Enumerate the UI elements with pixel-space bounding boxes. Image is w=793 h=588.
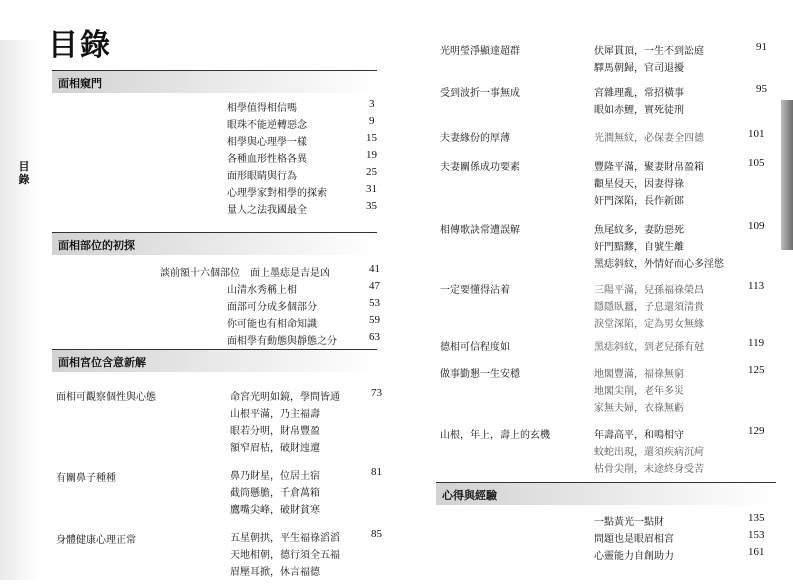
toc-topic[interactable]: 夫妻關係成功要素: [440, 162, 520, 173]
toc-entry[interactable]: 談前額十六個部位 面上墨痣是吉是凶: [160, 268, 330, 279]
toc-subline: 地閣豐滿，福祿無窮: [594, 369, 684, 380]
toc-subline: 黑痣斜紋，外情好而心多淫慾: [594, 259, 724, 270]
toc-entry[interactable]: 相學與心理學一樣: [227, 137, 307, 148]
toc-entry[interactable]: 面相學有動態與靜態之分: [227, 336, 337, 347]
toc-subline: 天地相朝，德行須全五福: [230, 550, 340, 561]
toc-page-number: 47: [369, 280, 380, 292]
toc-entry[interactable]: 問題也是眼眉相宮: [594, 534, 674, 545]
toc-page-number: 113: [748, 280, 765, 292]
toc-page-number: 153: [748, 529, 765, 541]
toc-page-number: 19: [366, 149, 377, 161]
toc-page-number: 73: [371, 387, 382, 399]
toc-topic[interactable]: 受到波折一事無成: [440, 88, 520, 99]
toc-subline: 奸門深陷，長作新郎: [594, 196, 684, 207]
toc-entry[interactable]: 你可能也有相命知識: [227, 319, 317, 330]
toc-subline: 淚堂深陷，定為男女無緣: [594, 319, 704, 330]
right-page-edge: [781, 100, 793, 250]
section-heading: 面相窺門: [58, 77, 102, 90]
toc-subline: 黑痣斜紋，到老兒孫有尅: [594, 342, 704, 353]
toc-subline: 截筒懸膽，千倉萬箱: [230, 488, 320, 499]
toc-page-number: 85: [371, 528, 382, 540]
toc-subline: 年壽高平，和鳴相守: [594, 430, 684, 441]
toc-topic[interactable]: 相傳歌訣常遭誤解: [440, 225, 520, 236]
section-banner-3: [52, 349, 377, 372]
toc-topic[interactable]: 夫妻緣份的厚薄: [440, 133, 510, 144]
toc-page-number: 25: [366, 166, 377, 178]
toc-page-number: 91: [756, 41, 767, 53]
toc-entry[interactable]: 心理學家對相學的探索: [227, 188, 327, 199]
toc-topic[interactable]: 做事勤懇一生安穩: [440, 369, 520, 380]
section-heading: 心得與經驗: [442, 489, 497, 502]
toc-subline: 地閣尖削，老年多災: [594, 386, 684, 397]
section-banner-2: [52, 232, 377, 255]
toc-entry[interactable]: 山清水秀稱上相: [227, 285, 297, 296]
toc-topic[interactable]: 德相可信程度如: [440, 342, 510, 353]
toc-entry[interactable]: 面部可分成多個部分: [227, 302, 317, 313]
toc-entry[interactable]: 各種血形性格各異: [227, 154, 307, 165]
toc-subline: 顴星侵天，因妻得祿: [594, 179, 684, 190]
toc-subline: 枯骨尖削，末途終身受苦: [594, 464, 704, 475]
toc-subline: 蚊蛇出現，還須疾病沉疴: [594, 447, 704, 458]
toc-page-number: 95: [756, 83, 767, 95]
toc-subline: 額窄眉枯，破財迍邅: [230, 443, 320, 454]
toc-page-number: 35: [366, 200, 377, 212]
toc-page-number: 129: [748, 425, 765, 437]
toc-topic[interactable]: 面相可觀察個性與心態: [56, 392, 156, 403]
toc-subline: 光潤無紋，必保妻全四德: [594, 133, 704, 144]
toc-subline: 魚尾紋多，妻防惡死: [594, 225, 684, 236]
toc-entry[interactable]: 眼珠不能逆轉惡念: [227, 120, 307, 131]
toc-subline: 命宮光明如鏡，學問皆通: [230, 392, 340, 403]
toc-page-number: 31: [366, 183, 377, 195]
toc-subline: 家無夫婦，衣祿無虧: [594, 403, 684, 414]
toc-page-number: 9: [369, 115, 375, 127]
toc-page-number: 63: [369, 331, 380, 343]
toc-subline: 五星朝拱，平生福祿滔滔: [230, 533, 340, 544]
toc-subline: 三陽平滿，兒孫福祿榮昌: [594, 285, 704, 296]
section-heading: 面相宮位含意新解: [58, 356, 146, 369]
toc-subline: 眼如赤鯉，實死徒刑: [594, 105, 684, 116]
toc-page-number: 125: [748, 364, 765, 376]
toc-topic[interactable]: 一定要懂得沾着: [440, 285, 510, 296]
toc-page-number: 161: [748, 546, 765, 558]
toc-topic[interactable]: 光明瑩淨顯達超群: [440, 46, 520, 57]
toc-subline: 奸門黯黲，自號生離: [594, 242, 684, 253]
page-title: 目錄: [48, 28, 112, 63]
toc-entry[interactable]: 相學值得相信嗎: [227, 103, 297, 114]
left-page-shadow: [0, 40, 38, 580]
toc-entry[interactable]: 量人之法我國最全: [227, 205, 307, 216]
toc-subline: 宮雜理亂，常招橫事: [594, 88, 684, 99]
toc-subline: 眼若分明，財帛豐盈: [230, 426, 320, 437]
toc-page-number: 15: [366, 132, 377, 144]
toc-page-number: 119: [748, 337, 765, 349]
toc-subline: 驛馬朝歸，官司退擾: [594, 63, 684, 74]
toc-page-number: 3: [369, 98, 375, 110]
toc-entry[interactable]: 心靈能力自創助力: [594, 551, 674, 562]
toc-subline: 鷹嘴尖峰，破財貧寒: [230, 505, 320, 516]
toc-page-number: 101: [748, 128, 765, 140]
side-tab-label: 目錄: [18, 160, 30, 186]
toc-subline: 眉壓耳掀，休言福德: [230, 567, 320, 578]
toc-entry[interactable]: 一點黃光一點財: [594, 517, 664, 528]
toc-subline: 山根平滿，乃主福壽: [230, 409, 320, 420]
toc-page-number: 41: [369, 263, 380, 275]
toc-subline: 隱隱臥蠶，子息還須清貴: [594, 302, 704, 313]
toc-subline: 伏犀貫頂，一生不到訟庭: [594, 46, 704, 57]
toc-topic[interactable]: 山根，年上，壽上的玄機: [440, 430, 550, 441]
toc-page-number: 81: [371, 466, 382, 478]
toc-topic[interactable]: 有關鼻子種種: [56, 473, 116, 484]
toc-page-number: 53: [369, 297, 380, 309]
toc-entry[interactable]: 面形眼睛與行為: [227, 171, 297, 182]
toc-page-number: 105: [748, 157, 765, 169]
section-banner-4: [436, 482, 776, 505]
toc-page-number: 109: [748, 220, 765, 232]
section-banner-1: [52, 70, 377, 93]
toc-subline: 鼻乃財星，位居土宿: [230, 471, 320, 482]
section-heading: 面相部位的初探: [58, 239, 135, 252]
toc-subline: 豐隆平滿，聚妻財帛盈箱: [594, 162, 704, 173]
toc-page-number: 135: [748, 512, 765, 524]
toc-topic[interactable]: 身體健康心理正常: [56, 535, 136, 546]
toc-page-number: 59: [369, 314, 380, 326]
